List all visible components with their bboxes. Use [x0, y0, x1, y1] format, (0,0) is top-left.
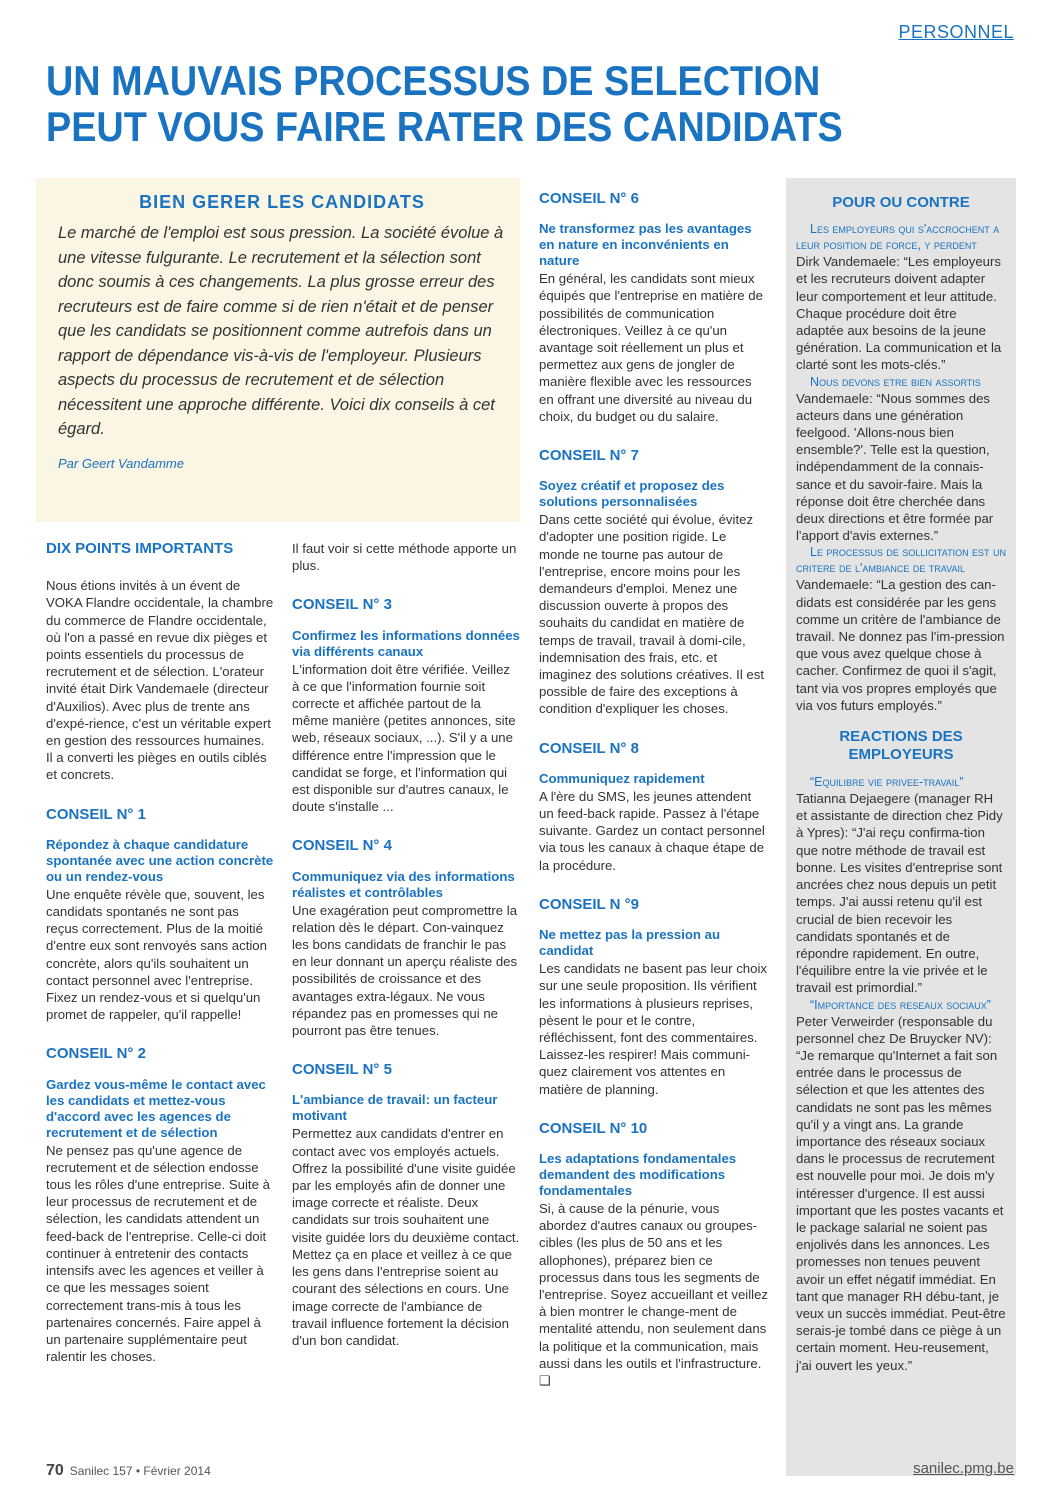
tip-9-heading: CONSEIL N °9 — [539, 895, 639, 913]
tip-2-body: Ne pensez pas qu'une agence de recrutement et de sélection endosse tous les rôles d'une entreprise. Suite à leur processus de recrutement et de sélection, les candidats attendent un feed-back de l'entreprise. Celle-ci doit continuer à entretenir des contacts intensifs avec les agences et veiller à ce que les messages soient correctement trans-mis à tous les partenaires concernés. Faire appel à un partenaire supplémentaire peut ralentir les choses. — [46, 1142, 270, 1365]
tip-6-heading: CONSEIL N° 6 — [539, 190, 639, 207]
intro-box — [36, 178, 520, 522]
tip-7-body: Dans cette société qui évolue, évitez d'adopter une position rigide. Le monde ne tourne pas autour de l'entreprise, encore moins pour les demandeurs d'emploi. Menez une discussion ouverte à propos des souhaits du candidat en matière de temps de travail, travail à domi-cile, indemnisation des frais, etc. et imaginez des solutions créatives. Il est possible de faire des exceptions à condition d'expliquer les choses. — [539, 512, 765, 717]
sidebar-title-2: REACTIONS DES EMPLOYEURS — [839, 728, 963, 764]
tip-10-body: Si, à cause de la pénurie, vous abordez d'autres canaux ou groupes-cibles (les plus de 50 ans et les allophones), préparez bien ce processus dans tous les segments de l'entreprise. Soyez accueillant et veillez à bien montrer le change-ment de mentalité attendu, non seulement dans la politique et la communication, mais aussi dans les outils et l'infrastructure. ❑ — [539, 1200, 769, 1388]
title-line-2: PEUT VOUS FAIRE RATER DES CANDIDATS — [46, 103, 843, 150]
tip-3-body: L'information doit être vérifiée. Veillez à ce que l'information fournie soit correcte et affichée partout de la même manière (petites annonces, site web, réseaux sociaux, ...). S'il y a une différence entre l'impression que le candidat se forge, et l'information qui est disponible sur d'autres canaux, le doute s'installe ... — [292, 661, 516, 815]
page-number: 70 — [46, 1462, 64, 1479]
section-heading: DIX POINTS IMPORTANTS — [46, 540, 234, 557]
title-line-1: UN MAUVAIS PROCESSUS DE SELECTION — [46, 57, 821, 104]
tip-4-heading: CONSEIL N° 4 — [292, 837, 392, 855]
footer-issue — [46, 1462, 211, 1480]
sidebar-body-1: Dirk Vandemaele: “Les employeurs et les recruteurs doivent adapter leur comportement et leur attitude. Chaque procédure doit être adaptée aux besoins de la jeune génération. La communication et la clarté sont les mots-clés.” — [796, 254, 1002, 373]
tip-6-subtitle: Ne transformez pas les avantages en nature en inconvénients en nature — [539, 221, 752, 269]
tip-10-subtitle: Les adaptations fondamentales demandent des modifications fondamentales — [539, 1150, 737, 1198]
tip-1-heading: CONSEIL N° 1 — [46, 805, 146, 823]
intro-paragraph: Nous étions invités à un évent de VOKA Flandre occidentale, la chambre du commerce de Flandre occidentale, où l'on a passé en revue dix pièges et points essentiels du processus de recrutement et de sélection. L'orateur invité était Dirk Vandemaele (directeur d'Auxilios). Avec plus de trente ans d'expé-rience, c'est un véritable expert en gestion des ressources humaines. Il a converti les pièges en outils ciblés et concrets. — [46, 578, 274, 783]
sidebar-box — [786, 178, 1016, 1476]
sidebar-subhead-3: Le processus de sollicitation est un critere de l'ambiance de travail — [796, 545, 1007, 576]
tip-9-subtitle: Ne mettez pas la pression au candidat — [539, 927, 721, 959]
article-title — [46, 58, 910, 150]
sidebar-body-5: Peter Verweirder (responsable du personnel chez De Bruycker NV): “Je remarque qu'Internet a fait son entrée dans le processus de sélection et que les attentes des candidats ne sont pas les mêmes qu'il y a vingt ans. La grande importance des réseaux sociaux dans le processus de recrutement est nouvelle pour moi. Je dois m'y intéresser d'urgence. Il est aussi important que les postes vacants et le package salarial ne soient pas enjolivés dans les annonces. Les promesses non tenues peuvent avoir un effet négatif immédiat. En tant que manager RH débu-tant, je veux un succès immédiat. Peut-être serais-je tombé dans ce piège à un certain moment. Heu-reusement, j'ai ouvert les yeux.” — [796, 1013, 1006, 1373]
intro-title: BIEN GERER LES CANDIDATS — [139, 192, 425, 212]
footer-site-link[interactable]: sanilec.pmg.be — [913, 1460, 1014, 1477]
tip-3-subtitle: Confirmez les informations données via différents canaux — [292, 627, 520, 659]
tip-7-heading: CONSEIL N° 7 — [539, 447, 639, 465]
tip-8-heading: CONSEIL N° 8 — [539, 739, 639, 757]
tip-4-body: Une exagération peut compromettre la relation dès le départ. Con-vainquez les bons candidats de franchir le pas en leur donnant un aperçu réaliste des possibilités de croissance et des avantages extra-légaux. Ne vous répandez pas en promesses qui ne pourront pas être tenues. — [292, 902, 518, 1039]
sidebar-body-3: Vandemaele: “La gestion des can-didats est considérée par les gens comme un critère de l'ambiance de travail. Ne donnez pas l'im-pression que vous avez quelque chose à cacher. Confirmez de quoi il s'agit, tant via vos propres employés que via vos futurs employés.” — [796, 577, 1005, 713]
tip-8-body: A l'ère du SMS, les jeunes attendent un feed-back rapide. Passez à l'étape suivante. Gardez un contact personnel via tous les canaux à chaque étape de la procédure. — [539, 788, 765, 873]
sidebar-body-4: Tatianna Dejaegere (manager RH et assistante de direction chez Pidy à Ypres): “J'ai reçu confirma-tion que notre méthode de travail est bonne. Les visites d'entreprise sont ancrées chez nous depuis un petit temps. J'ai aussi retenu qu'il est crucial de bien recevoir les candidats spontanés et de répondre rapidement. En outre, l'équilibre entre la vie privée et le travail est primordial.” — [796, 791, 1003, 996]
section-tag[interactable]: PERSONNEL — [898, 22, 1014, 42]
intro-author: Par Geert Vandamme — [58, 455, 184, 471]
column-2 — [292, 540, 520, 1349]
tip-1-body: Une enquête révèle que, souvent, les candidats spontanés ne sont pas reçus correctement. Plus de la moitié d'entre eux sont renvoyés sans action concrète, alors qu'ils souhaitent un contact personnel avec l'entreprise. Fixez un rendez-vous et si quelqu'un promet de rappeler, qu'il rappelle! — [46, 886, 267, 1023]
column-1 — [46, 540, 274, 1365]
issue-info: Sanilec 157 • Février 2014 — [69, 1464, 211, 1478]
tip-4-subtitle: Communiquez via des informations réalistes et contrôlables — [292, 868, 515, 900]
column-3 — [539, 190, 769, 1389]
sidebar-subhead-5: “Importance des reseaux sociaux” — [810, 997, 991, 1012]
sidebar-subhead-2: Nous devons etre bien assortis — [810, 374, 981, 389]
sidebar-title: POUR OU CONTRE — [832, 194, 970, 211]
tip-2-subtitle: Gardez vous-même le contact avec les candidats et mettez-vous d'accord avec les agences de recrutement et de sélection — [46, 1076, 266, 1140]
tip-5-heading: CONSEIL N° 5 — [292, 1061, 392, 1079]
tip-5-body: Permettez aux candidats d'entrer en contact avec vos employés actuels. Offrez la possibilité d'une visite guidée par les employés afin de donner une image correcte et réaliste. Deux candidats sur trois souhaitent une visite guidée lors du deuxième contact. Mettez ça en place et veillez à ce que les gens dans l'entreprise soient au courant des sélections en cours. Une image correcte de l'ambiance de travail influence fortement la décision d'un bon candidat. — [292, 1126, 520, 1348]
tip-8-subtitle: Communiquez rapidement — [539, 770, 705, 786]
tip-6-body: En général, les candidats sont mieux équipés que l'entreprise en matière de possibilités de communication électroniques. Veillez à ce qu'un avantage soit réellement un plus et permettez aux gens de jongler de manière flexible avec les ressources en offrant une diversité au niveau du choix, du budget ou du salaire. — [539, 271, 763, 424]
tip-3-heading: CONSEIL N° 3 — [292, 596, 392, 614]
tip-9-body: Les candidats ne basent pas leur choix sur une seule proposition. Ils vérifient les informations à plusieurs reprises, pèsent le pour et le contre, réfléchissent, font des commentaires. Laissez-les respirer! Mais communi-quez clairement vos attentes en matière de planning. — [539, 961, 767, 1097]
intro-text: Le marché de l'emploi est sous pression. La société évolue à une vitesse fulgurante. Le recrutement et la sélection sont donc soumis à ces changements. La plus grosse erreur des recruteurs est de faire comme si de rien n'était et de penser que les candidats se positionnent comme autrefois dans un rapport de dépendance vis-à-vis de l'employeur. Plusieurs aspects du processus de recrutement et de sélection nécessitent une approche différente. Voici dix conseils à cet égard. — [58, 224, 504, 438]
sidebar-subhead-1: Les employeurs qui s'accrochent a leur position de force, y perdent — [796, 222, 1000, 253]
sidebar-body-2: Vandemaele: “Nous sommes des acteurs dans une génération feelgood. 'Allons-nous bien ensemble?'. Telle est la question, indépendamment de la connais-sance et du savoir-faire. Mais la réponse doit être cherchée dans deux directions et être formée par l'apport d'avis externes.” — [796, 390, 994, 544]
tip-5-subtitle: L'ambiance de travail: un facteur motivant — [292, 1092, 498, 1124]
tip-10-heading: CONSEIL N° 10 — [539, 1119, 648, 1137]
continuation-paragraph: Il faut voir si cette méthode apporte un plus. — [292, 541, 517, 574]
tip-1-subtitle: Répondez à chaque candidature spontanée avec une action concrète ou un rendez-vous — [46, 836, 274, 884]
tip-2-heading: CONSEIL N° 2 — [46, 1045, 146, 1063]
tip-7-subtitle: Soyez créatif et proposez des solutions personnalisées — [539, 478, 725, 510]
sidebar-subhead-4: “Equilibre vie privee-travail” — [810, 775, 964, 790]
